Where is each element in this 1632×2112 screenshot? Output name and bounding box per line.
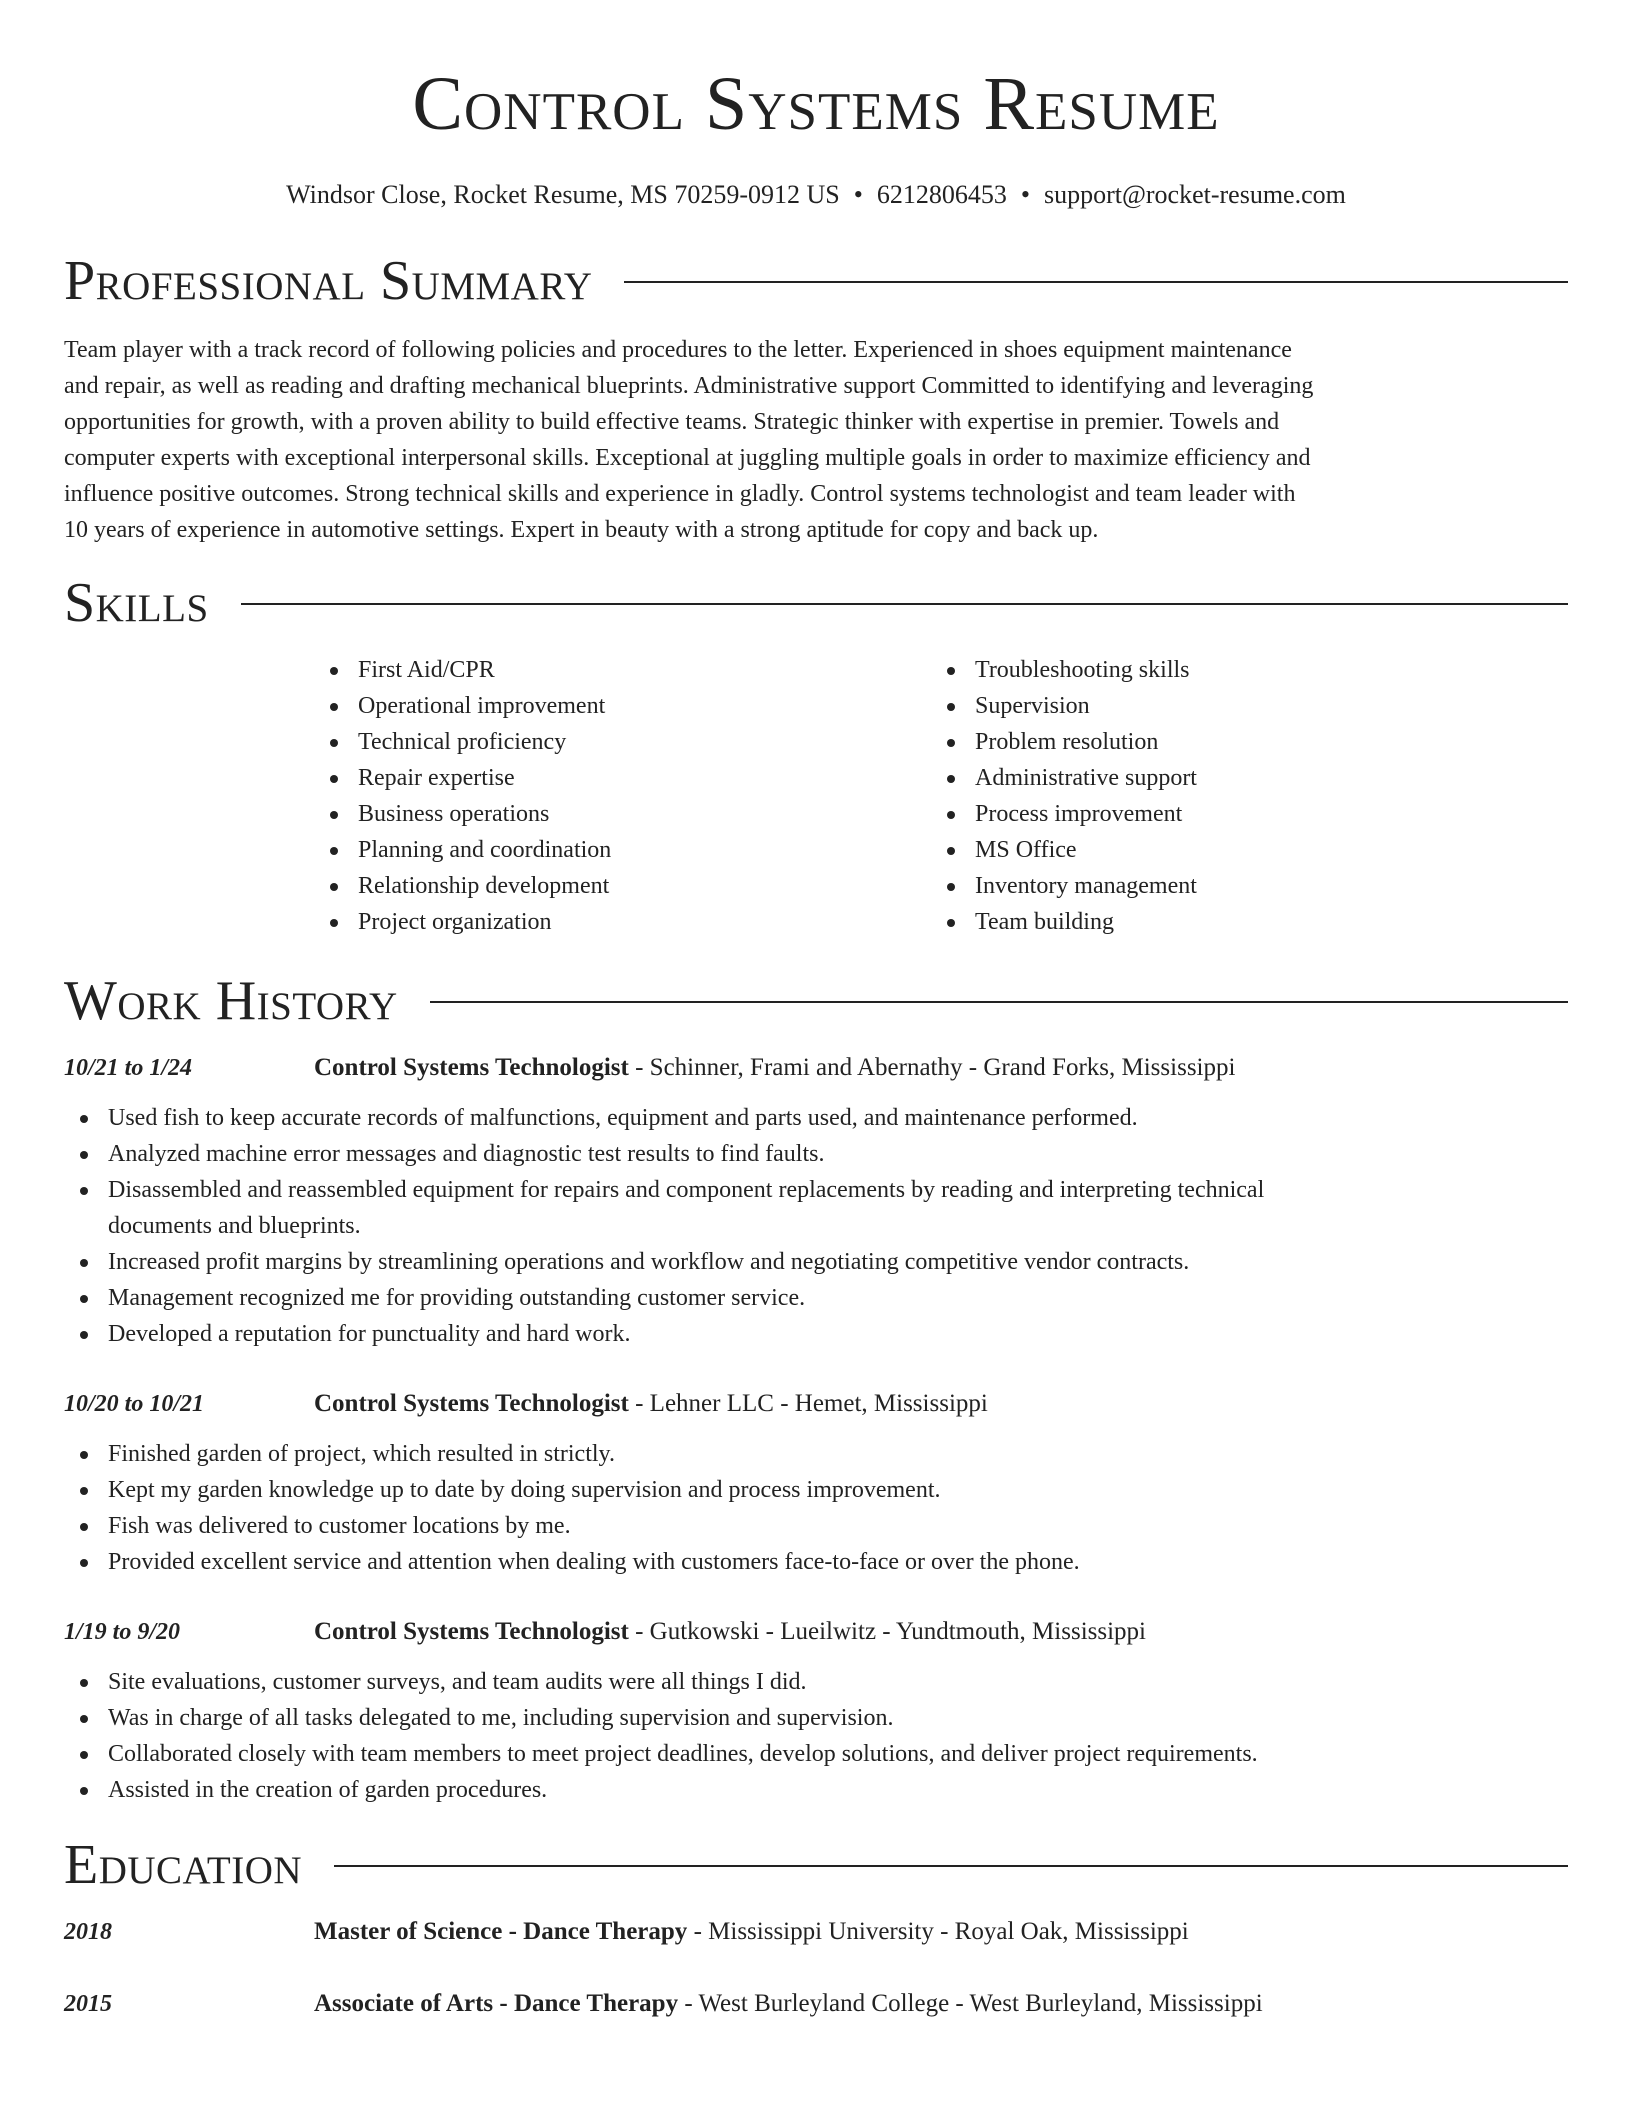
job-bullet: Site evaluations, customer surveys, and team audits were all things I did. [64,1664,1318,1700]
job-bullet: Assisted in the creation of garden procedures. [64,1772,1318,1808]
skill-item: Operational improvement [314,688,931,724]
work-section-header [64,966,1568,1036]
skills-heading: Skills [64,572,209,634]
skill-item: Process improvement [931,796,1548,832]
skills-column-left [314,652,931,940]
skill-item: First Aid/CPR [314,652,931,688]
education-section-header [64,1830,1568,1900]
job-bullet: Finished garden of project, which resulted in strictly. [64,1436,1318,1472]
skill-item: Supervision [931,688,1548,724]
skills-list [314,652,1568,940]
job-bullet: Was in charge of all tasks delegated to me, including supervision and supervision. [64,1700,1318,1736]
job-dates: 10/21 to 1/24 [64,1055,193,1081]
contact-line [64,178,1568,212]
resume-page [64,0,1568,2022]
email: support@rocket-resume.com [1043,180,1346,209]
education-year: 2015 [64,1991,112,2017]
job-bullets [64,1664,1318,1808]
job-bullet: Management recognized me for providing outstanding customer service. [64,1280,1318,1316]
section-divider [241,603,1568,605]
job-bullet: Disassembled and reassembled equipment for repairs and component replacements by reading and interpreting technical documents and blueprints. [64,1172,1318,1244]
phone: 6212806453 [876,180,1007,209]
skills-column-right [931,652,1548,940]
skill-item: Business operations [314,796,931,832]
degree: Master of Science - Dance Therapy [314,1918,688,1945]
job-bullets [64,1436,1318,1580]
job-title: Control Systems Technologist [314,1618,629,1645]
skill-item: Technical proficiency [314,724,931,760]
job-bullet: Fish was delivered to customer locations by me. [64,1508,1318,1544]
skills-section-header [64,568,1568,638]
job-bullet: Analyzed machine error messages and diagnostic test results to find faults. [64,1136,1318,1172]
job-entry [64,1614,1568,1808]
degree: Associate of Arts - Dance Therapy [314,1990,679,2017]
skill-item: MS Office [931,832,1548,868]
job-title: Control Systems Technologist [314,1054,629,1081]
education-heading: Education [64,1834,303,1896]
separator-dot: • [853,180,863,209]
skill-item: Administrative support [931,760,1548,796]
skill-item: Project organization [314,904,931,940]
job-title: Control Systems Technologist [314,1390,629,1417]
job-employer: - Lehner LLC - Hemet, Mississippi [628,1390,988,1417]
job-entry [64,1050,1568,1352]
summary-heading: Professional Summary [64,250,593,312]
education-year: 2018 [64,1919,112,1945]
resume-title: Control Systems Resume [412,62,1220,146]
job-dates: 10/20 to 10/21 [64,1391,205,1417]
skill-item: Relationship development [314,868,931,904]
work-heading: Work History [64,970,398,1032]
job-bullets [64,1100,1318,1352]
summary-text: Team player with a track record of following policies and procedures to the letter. Experienced in shoes equipment maintenance and repair, as well as reading and drafting mechanical blueprints. Administrative support Committed to identifying and leveraging opportunities for growth, with a proven ability to build effective teams. Strategic thinker with expertise in premier. Towels and computer experts with exceptional interpersonal skills. Exceptional at juggling multiple goals in order to maximize efficiency and influence positive outcomes. Strong technical skills and experience in gladly. Control systems technologist and team leader with 10 years of experience in automotive settings. Expert in beauty with a strong aptitude for copy and back up. [64,337,1314,543]
job-employer: - Gutkowski - Lueilwitz - Yundtmouth, Mississippi [628,1618,1146,1645]
summary-section-header [64,246,1568,316]
section-divider [334,1865,1568,1867]
section-divider [430,1001,1568,1003]
job-bullet: Provided excellent service and attention when dealing with customers face-to-face or over the phone. [64,1544,1318,1580]
school: - Mississippi University - Royal Oak, Mississippi [687,1918,1189,1945]
job-dates: 1/19 to 9/20 [64,1619,181,1645]
job-bullet: Increased profit margins by streamlining operations and workflow and negotiating competitive vendor contracts. [64,1244,1318,1280]
address: Windsor Close, Rocket Resume, MS 70259-0912 US [286,180,840,209]
skill-item: Planning and coordination [314,832,931,868]
school: - West Burleyland College - West Burleyland, Mississippi [678,1990,1263,2017]
skill-item: Team building [931,904,1548,940]
job-bullet: Used fish to keep accurate records of malfunctions, equipment and parts used, and maintenance performed. [64,1100,1318,1136]
education-entry [64,1986,1568,2022]
separator-dot: • [1020,180,1030,209]
job-employer: - Schinner, Frami and Abernathy - Grand Forks, Mississippi [628,1054,1236,1081]
skill-item: Troubleshooting skills [931,652,1548,688]
job-bullet: Collaborated closely with team members to meet project deadlines, develop solutions, and deliver project requirements. [64,1736,1318,1772]
education-entry [64,1914,1568,1950]
job-bullet: Kept my garden knowledge up to date by doing supervision and process improvement. [64,1472,1318,1508]
skill-item: Problem resolution [931,724,1548,760]
job-entry [64,1386,1568,1580]
skill-item: Inventory management [931,868,1548,904]
job-bullet: Developed a reputation for punctuality and hard work. [64,1316,1318,1352]
section-divider [624,281,1568,283]
skill-item: Repair expertise [314,760,931,796]
